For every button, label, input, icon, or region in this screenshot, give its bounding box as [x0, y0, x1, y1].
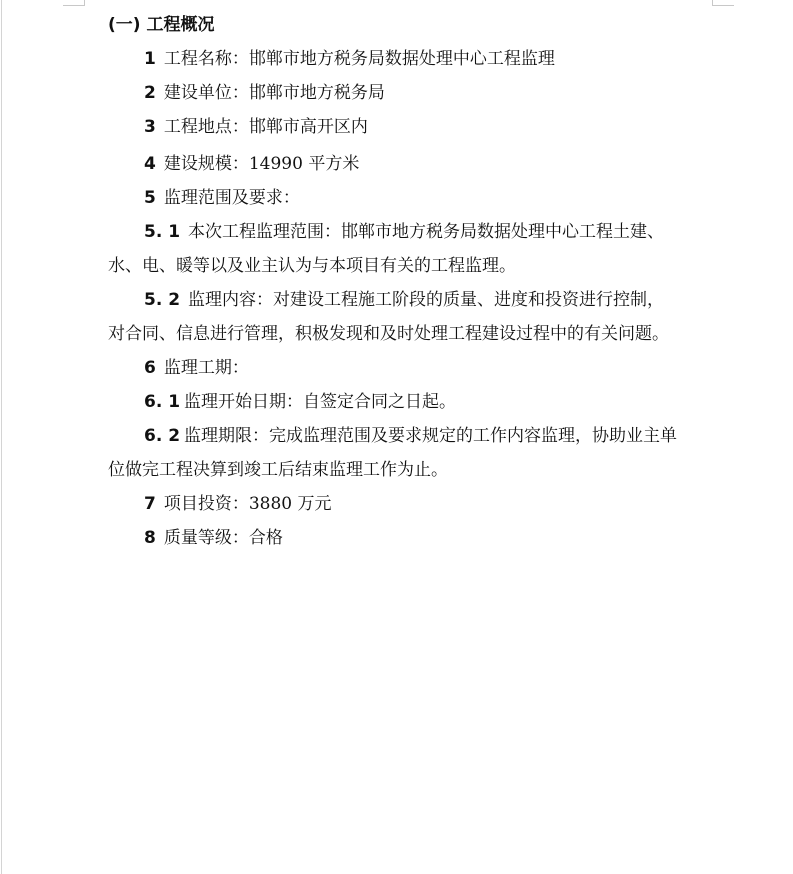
- item-text: 工程地点：邯郸市高开区内: [163, 117, 368, 137]
- list-item: [108, 215, 718, 249]
- item-text: 监理内容：对建设工程施工阶段的质量、进度和投资进行控制，: [188, 290, 665, 310]
- list-item: [108, 419, 718, 453]
- item-text: 建设规模：14990 平方米: [163, 154, 360, 174]
- item-number: 1: [144, 49, 156, 69]
- item-text: 监理范围及要求：: [163, 188, 300, 208]
- item-number: 7: [144, 494, 156, 514]
- list-item: [108, 487, 718, 521]
- list-item: [108, 144, 718, 181]
- item-number: 4: [144, 154, 156, 174]
- document-body: [108, 8, 718, 555]
- list-item: [108, 521, 718, 555]
- list-item: [108, 283, 718, 317]
- list-item: [108, 385, 718, 419]
- item-number: 5: [144, 188, 156, 208]
- list-item: [108, 42, 718, 76]
- item-number: 6. 1: [144, 392, 181, 412]
- list-item: [108, 110, 718, 144]
- item-number: 5. 1: [144, 222, 181, 242]
- page-edge: [1, 0, 2, 874]
- item-text: 项目投资：3880 万元: [163, 494, 332, 514]
- item-continuation: 对合同、信息进行管理，积极发现和及时处理工程建设过程中的有关问题。: [108, 324, 669, 344]
- item-number: 8: [144, 528, 156, 548]
- item-continuation: 水、电、暖等以及业主认为与本项目有关的工程监理。: [108, 256, 516, 276]
- item-number: 6. 2: [144, 426, 181, 446]
- list-item: [108, 76, 718, 110]
- item-text: 建设单位：邯郸市地方税务局: [163, 83, 385, 103]
- section-heading: (一) 工程概况: [108, 15, 215, 35]
- item-number: 2: [144, 83, 156, 103]
- item-text: 监理期限：完成监理范围及要求规定的工作内容监理，协助业主单: [184, 426, 678, 446]
- list-item: [108, 351, 718, 385]
- item-text: 质量等级：合格: [163, 528, 283, 548]
- item-number: 5. 2: [144, 290, 181, 310]
- item-text: 监理开始日期：自签定合同之日起。: [184, 392, 457, 412]
- item-text: 监理工期：: [163, 358, 249, 378]
- margin-corner-mark-right: [712, 5, 734, 6]
- item-number: 3: [144, 117, 156, 137]
- item-continuation: 位做完工程决算到竣工后结束监理工作为止。: [108, 460, 448, 480]
- item-number: 6: [144, 358, 156, 378]
- list-item: [108, 181, 718, 215]
- item-text: 工程名称：邯郸市地方税务局数据处理中心工程监理: [163, 49, 555, 69]
- item-text: 本次工程监理范围：邯郸市地方税务局数据处理中心工程土建、: [188, 222, 665, 242]
- margin-corner-mark-left: [63, 5, 85, 6]
